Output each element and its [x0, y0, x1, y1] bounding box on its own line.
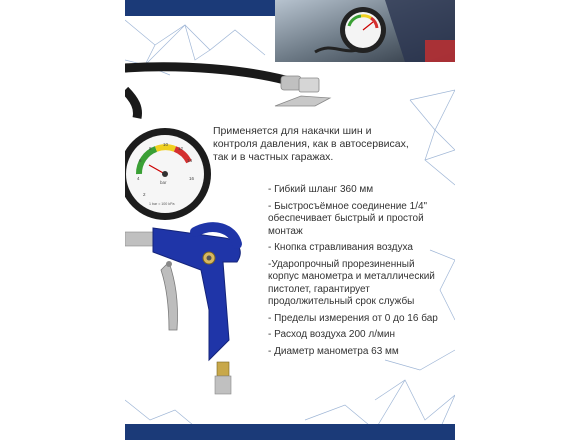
gauge-scale-note: 1 bar = 100 kPa	[149, 202, 175, 206]
gauge-tick-1: 4	[137, 176, 140, 181]
product-card	[125, 0, 455, 440]
feature-item	[268, 313, 455, 326]
bottom-accent-bar	[125, 424, 455, 440]
feature-line: - Расход воздуха 200 л/мин	[268, 329, 395, 340]
feature-item	[268, 329, 455, 342]
feature-item	[268, 201, 455, 239]
feature-item	[268, 184, 455, 197]
feature-line: монтаж	[268, 225, 303, 237]
gauge-tick-2: 6	[139, 158, 142, 163]
gauge-tick-0: 2	[143, 192, 146, 197]
feature-line: обеспечивает быстрый и простой	[268, 213, 424, 224]
features-list	[268, 184, 455, 362]
intro-line: Применяется для накачки шин и	[213, 125, 372, 137]
gauge-tick-6: 14	[187, 158, 193, 163]
gauge-unit-label: bar	[160, 180, 167, 185]
gauge-tick-3: 8	[149, 146, 152, 151]
gauge-tick-5: 12	[178, 146, 184, 151]
feature-item	[268, 242, 455, 255]
feature-item	[268, 346, 455, 359]
feature-line: продолжительный срок службы	[268, 296, 415, 307]
feature-line: - Быстросъёмное соединение 1/4"	[268, 200, 428, 212]
feature-line: -Ударопрочный прорезиненный	[268, 258, 415, 270]
feature-line: корпус манометра и металлический	[268, 271, 435, 282]
intro-line: контроля давления, как в автосервисах,	[213, 138, 409, 150]
feature-line: - Диаметр манометра 63 мм	[268, 345, 399, 357]
gauge-tick-7: 16	[189, 176, 195, 181]
feature-line: - Кнопка стравливания воздуха	[268, 242, 413, 253]
feature-line: - Гибкий шланг 360 мм	[268, 184, 374, 195]
feature-item	[268, 259, 455, 309]
gauge-tick-4: 10	[163, 142, 169, 147]
intro-line: так и в частных гаражах.	[213, 151, 334, 163]
intro-text	[213, 125, 413, 164]
feature-line: - Пределы измерения от 0 до 16 бар	[268, 312, 438, 324]
feature-line: пистолет, гарантирует	[268, 283, 370, 295]
